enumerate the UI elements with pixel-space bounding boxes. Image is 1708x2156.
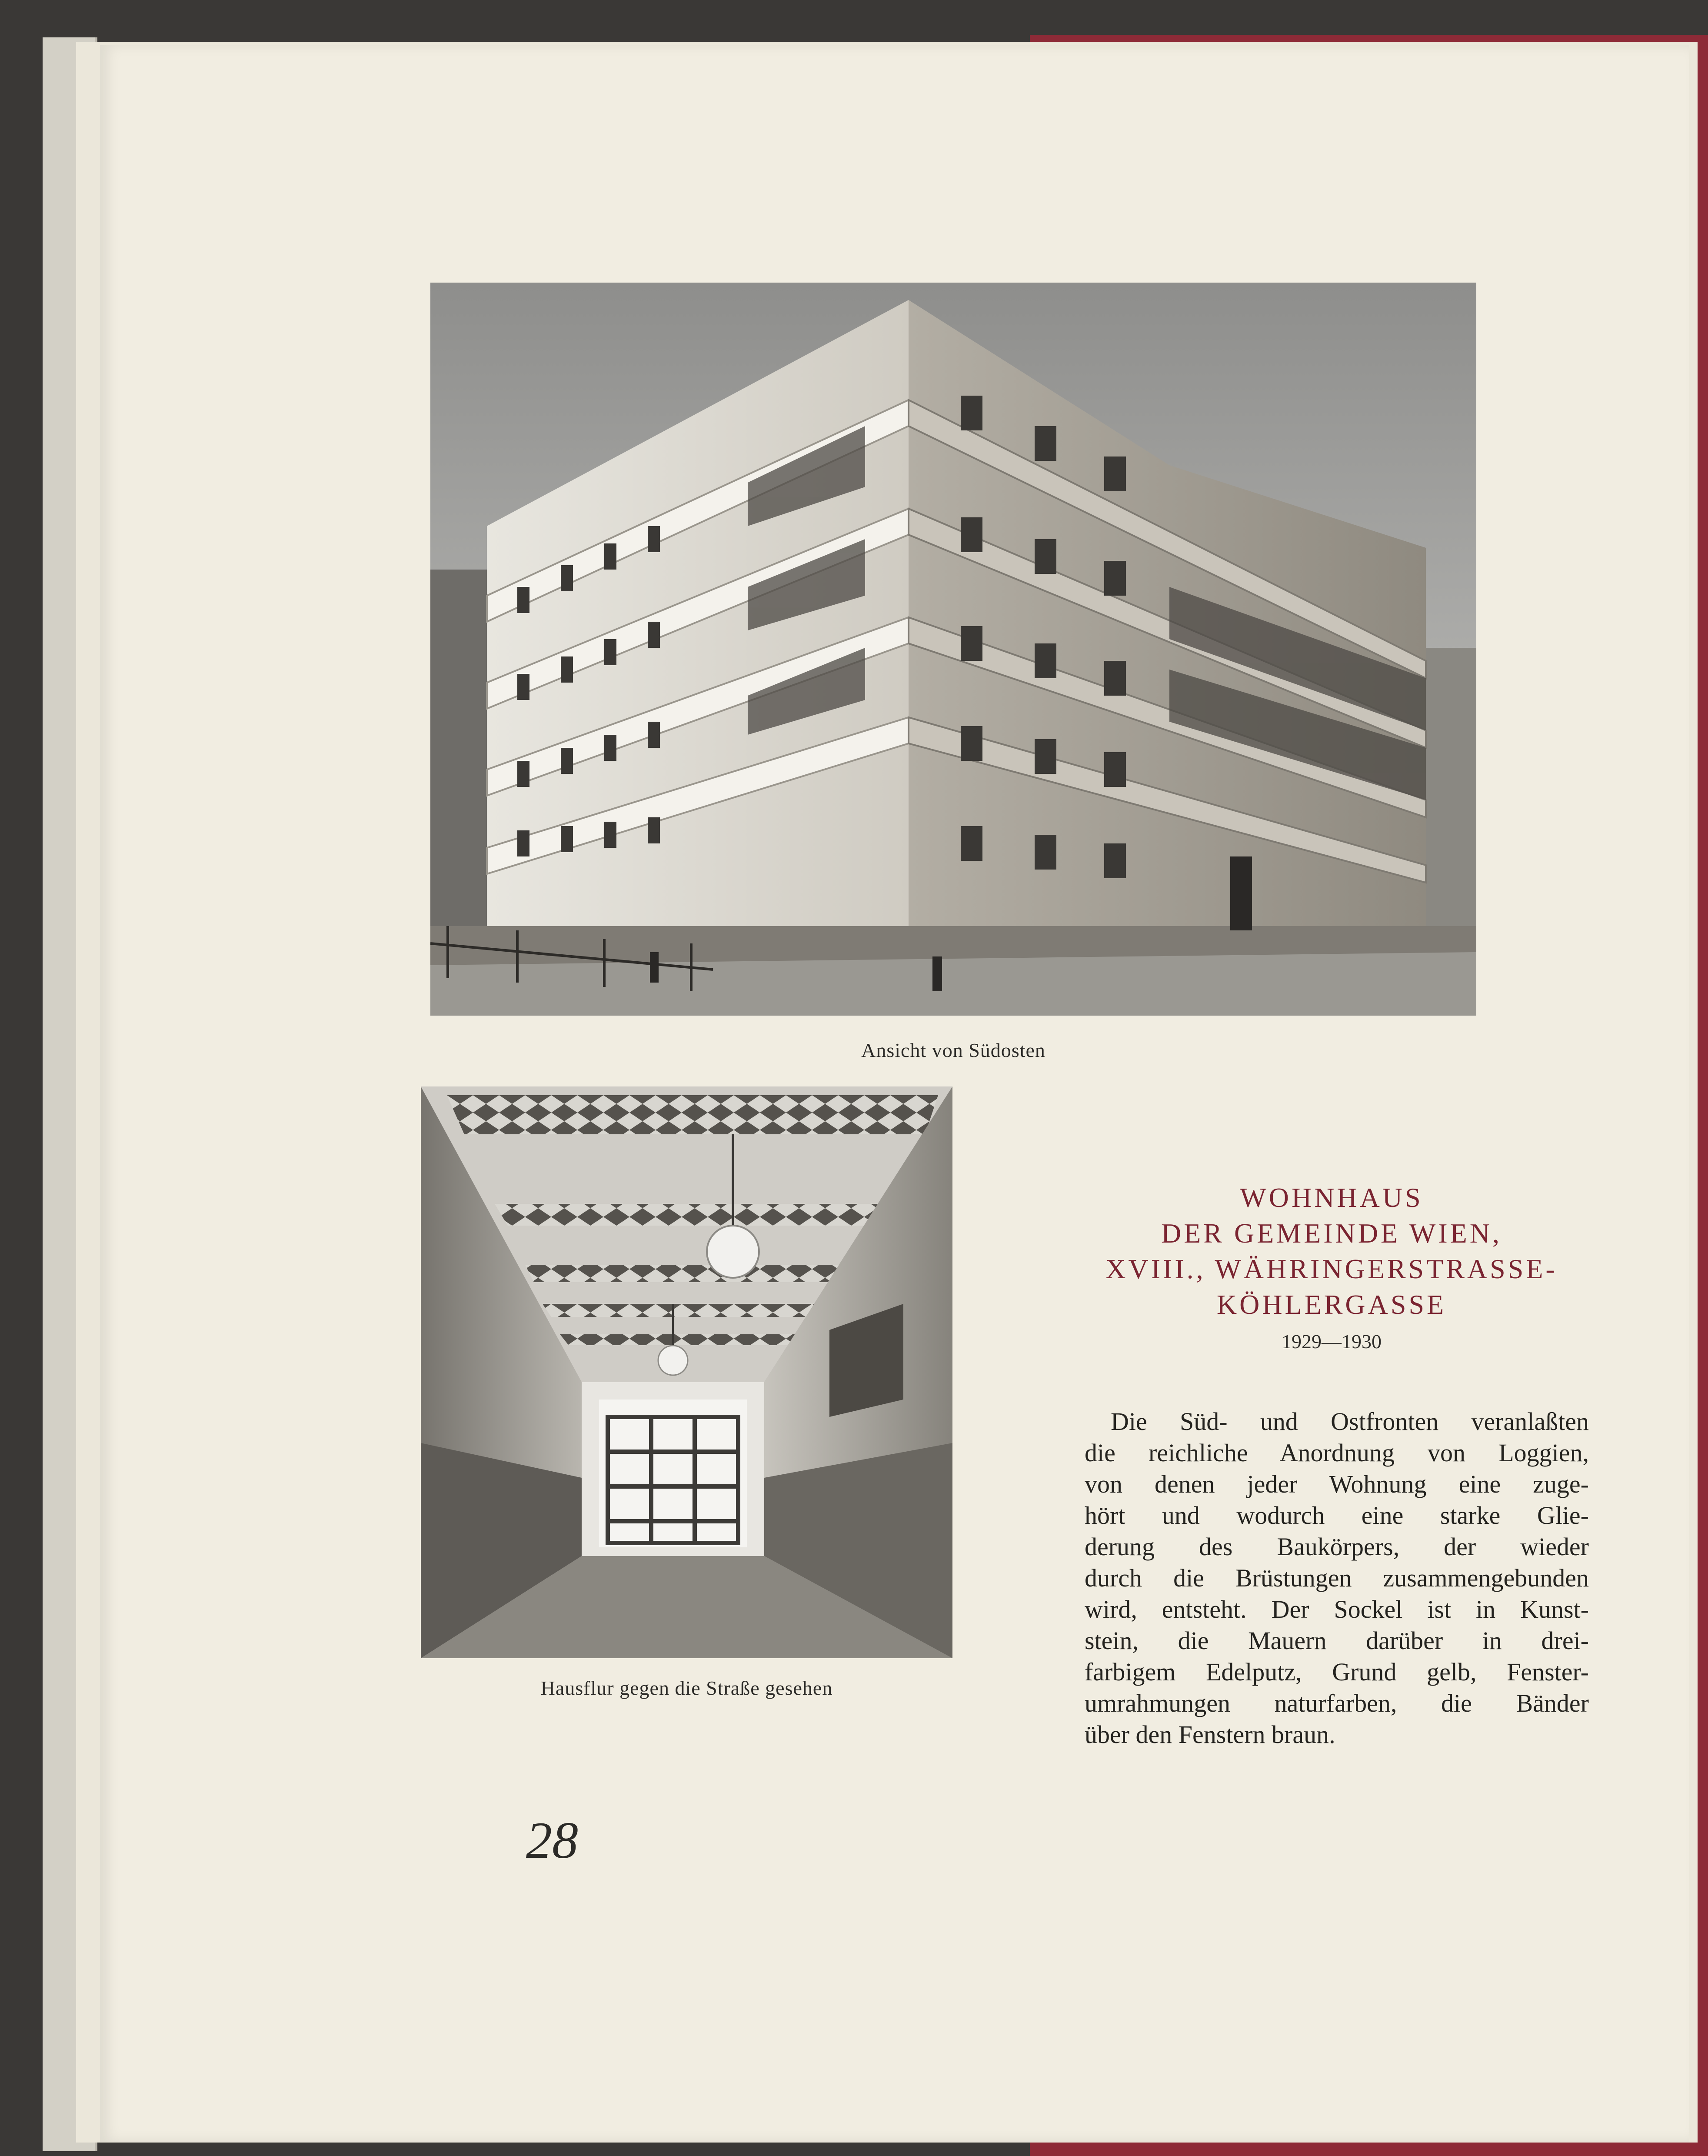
body-line: derung des Baukörpers, der wieder (1085, 1533, 1589, 1561)
body-line: über den Fenstern braun. (1085, 1720, 1335, 1749)
page-number: 28 (526, 1811, 578, 1869)
body-line: wird, entsteht. Der Sockel ist in Kunst- (1085, 1595, 1589, 1623)
exterior-photo-caption: Ansicht von Südosten (861, 1039, 1045, 1061)
body-line: farbigem Edelputz, Grund gelb, Fenster- (1085, 1658, 1589, 1686)
article-years: 1929—1930 (1282, 1330, 1382, 1353)
body-line: von denen jeder Wohnung eine zuge- (1085, 1470, 1589, 1498)
exterior-photo (430, 283, 1476, 1016)
hallway-photo (421, 1086, 952, 1658)
body-line: durch die Brüstungen zusammengebunden (1085, 1564, 1589, 1592)
article-title (1086, 1180, 1577, 1323)
hallway-photo-caption: Hausflur gegen die Straße gesehen (540, 1677, 833, 1699)
book-page (100, 45, 1689, 2142)
title-line-4: KÖHLERGASSE (1216, 1289, 1447, 1320)
article-body (1085, 1406, 1589, 1750)
body-line: hört und wodurch eine starke Glie- (1085, 1501, 1589, 1530)
title-line-1: WOHNHAUS (1240, 1182, 1423, 1213)
body-line: umrahmungen naturfarben, die Bänder (1085, 1689, 1589, 1717)
title-line-3: XVIII., WÄHRINGERSTRASSE- (1105, 1253, 1558, 1284)
body-line: stein, die Mauern darüber in drei- (1085, 1626, 1589, 1655)
body-line: Die Süd- und Ostfronten veranlaßten (1111, 1407, 1589, 1436)
title-line-2: DER GEMEINDE WIEN, (1161, 1218, 1502, 1249)
body-line: die reichliche Anordnung von Loggien, (1085, 1439, 1589, 1467)
